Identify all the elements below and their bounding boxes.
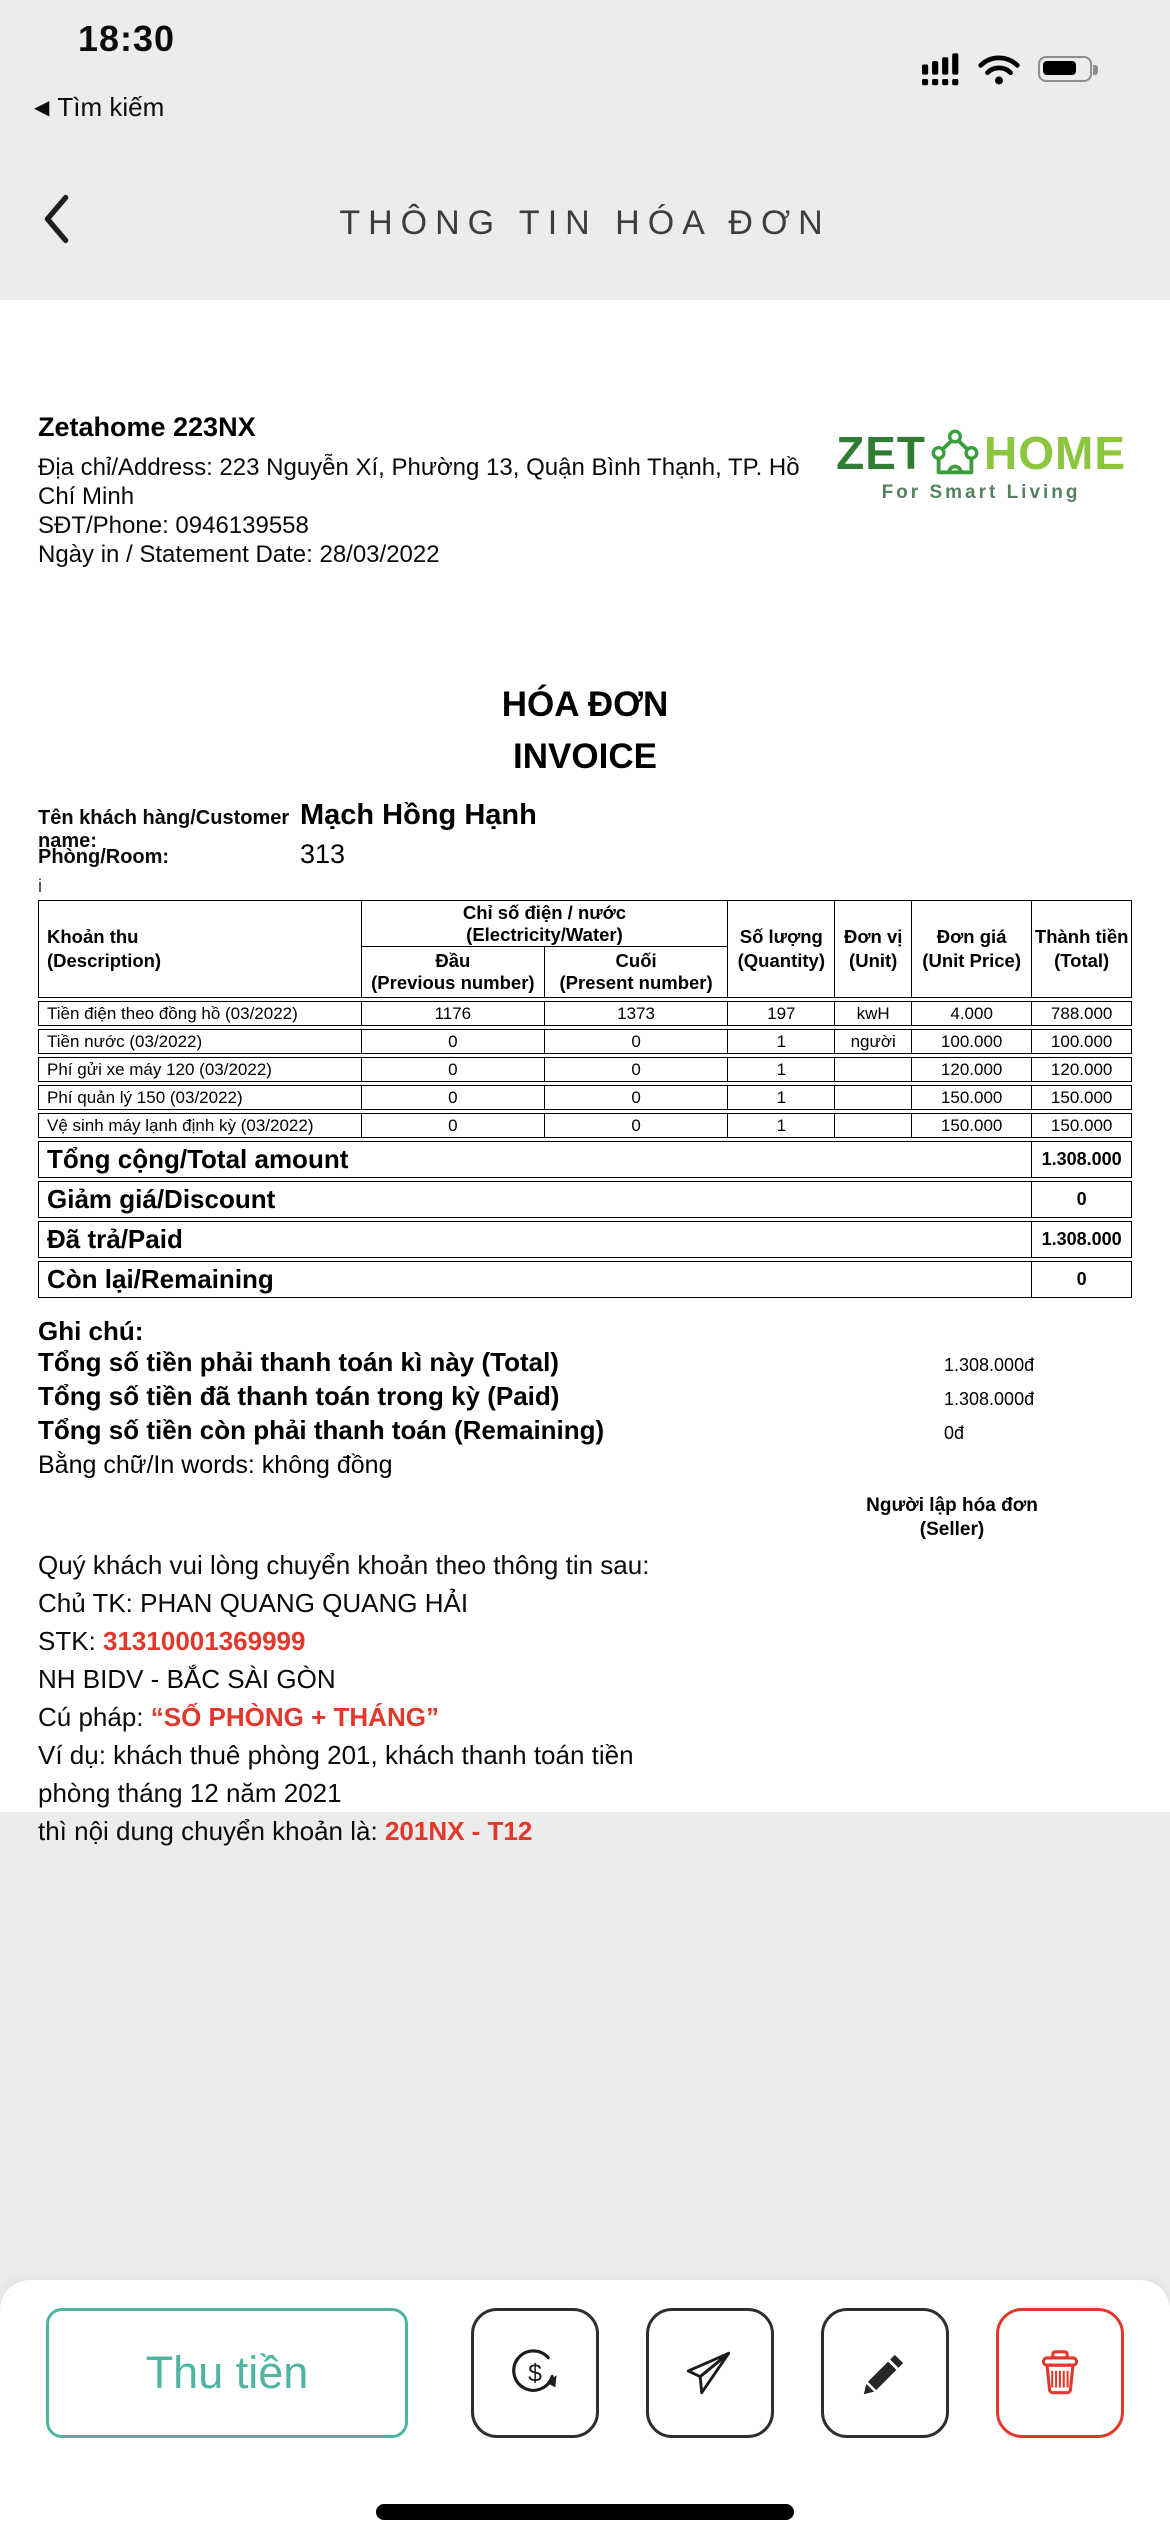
example-line-1: Ví dụ: khách thuê phòng 201, khách thanh toán tiền (38, 1740, 634, 1770)
svg-text:$: $ (528, 2360, 542, 2388)
note-line-total: Tổng số tiền phải thanh toán kì này (Total) 1.308.000đ (38, 1347, 1035, 1377)
invoice-table (38, 897, 1132, 1301)
notes-section (38, 1315, 1132, 1482)
paper-plane-icon (681, 2344, 739, 2402)
delete-invoice-button[interactable] (996, 2308, 1124, 2438)
company-phone: SĐT/Phone: 0946139558 (38, 512, 309, 539)
bottom-action-panel (0, 2280, 1170, 2532)
customer-room-value: 313 (300, 839, 346, 869)
example-line-3: thì nội dung chuyển khoản là: 201NX - T12 (38, 1816, 533, 1846)
page-title: THÔNG TIN HÓA ĐƠN (339, 204, 831, 242)
battery-icon (1038, 56, 1092, 82)
note-line-remaining: Tổng số tiền còn phải thanh toán (Remaining) 0đ (38, 1415, 965, 1445)
logo-text-zet: ZET (836, 427, 926, 479)
logo-tagline: For Smart Living (881, 482, 1081, 503)
zetahome-logo (836, 426, 1126, 504)
icon-buttons (471, 2308, 1124, 2438)
summary-row-paid: Đã trả/Paid 1.308.000 (38, 1221, 1132, 1258)
summary-row-total: Tổng cộng/Total amount 1.308.000 (38, 1141, 1132, 1178)
home-indicator[interactable] (376, 2504, 794, 2520)
table-row: Phí gửi xe máy 120 (03/2022) 0 0 1 120.000 120.000 (38, 1057, 1132, 1082)
customer-name-row (38, 799, 1132, 852)
back-to-app-link[interactable] (34, 92, 164, 123)
account-number-line: STK: 31310001369999 (38, 1626, 306, 1656)
invoice-title-en: INVOICE (513, 737, 657, 776)
transfer-content-example: 201NX - T12 (384, 1816, 533, 1846)
company-name: Zetahome 223NX (38, 412, 256, 442)
table-row: Tiền nước (03/2022) 0 0 1 người 100.000 100.000 (38, 1029, 1132, 1054)
back-app-label: Tìm kiếm (57, 92, 165, 122)
pencil-icon (856, 2344, 914, 2402)
clock: 18:30 (78, 18, 176, 59)
collect-money-button[interactable]: Thu tiền (46, 2308, 408, 2438)
account-holder: Chủ TK: PHAN QUANG QUANG HẢI (38, 1588, 469, 1618)
company-info (38, 412, 836, 569)
company-header (38, 412, 1132, 569)
house-nodes-icon (926, 426, 984, 480)
refresh-dollar-icon (506, 2344, 564, 2402)
invoice-title (38, 679, 1132, 783)
stray-character: i (38, 876, 42, 896)
col-header-present: Cuối (Present number) (559, 950, 713, 993)
invoice-title-vi: HÓA ĐƠN (501, 685, 669, 724)
table-row: Phí quản lý 150 (03/2022) 0 0 1 150.000 150.000 (38, 1085, 1132, 1110)
statement-date: Ngày in / Statement Date: 28/03/2022 (38, 541, 440, 568)
customer-block (38, 799, 1132, 895)
trash-icon (1031, 2344, 1089, 2402)
refund-refresh-button[interactable] (471, 2308, 599, 2438)
note-line-paid: Tổng số tiền đã thanh toán trong kỳ (Paid) 1.308.000đ (38, 1381, 1035, 1411)
table-header-row (38, 900, 1132, 998)
col-header-quantity: Số lượng (Quantity) (727, 900, 834, 998)
back-triangle-icon: ◀ (34, 97, 50, 119)
col-header-unit-price: Đơn giá (Unit Price) (911, 900, 1031, 998)
col-header-unit: Đơn vị (Unit) (834, 900, 911, 998)
edit-invoice-button[interactable] (821, 2308, 949, 2438)
customer-name-value: Mạch Hồng Hạnh (300, 799, 537, 831)
status-bar (0, 0, 1170, 160)
status-icons (922, 52, 1092, 86)
table-row: Vệ sinh máy lạnh định kỳ (03/2022) 0 0 1 150.000 150.000 (38, 1113, 1132, 1138)
col-header-meter-group: Chỉ số điện / nước (Electricity/Water) Đầu (Previous number) Cuối (Present number) (361, 900, 727, 998)
table-row: Tiền điện theo đồng hồ (03/2022) 1176 1373 197 kwH 4.000 788.000 (38, 1001, 1132, 1026)
cellular-signal-icon (922, 52, 960, 86)
transfer-syntax-line: Cú pháp: “SỐ PHÒNG + THÁNG” (38, 1702, 439, 1732)
col-header-previous: Đầu (Previous number) (362, 947, 545, 997)
col-header-description: Khoản thu (Description) (38, 900, 361, 998)
wifi-icon (976, 52, 1022, 86)
invoice-document (0, 300, 1170, 1846)
payment-intro: Quý khách vui lòng chuyển khoản theo thông tin sau: (38, 1550, 650, 1580)
customer-room-label: Phòng/Room: (38, 846, 170, 868)
notes-title: Ghi chú: (38, 1316, 144, 1346)
summary-row-discount: Giảm giá/Discount 0 (38, 1181, 1132, 1218)
logo-text-home: HOME (984, 427, 1126, 479)
example-line-2: phòng tháng 12 năm 2021 (38, 1778, 342, 1808)
actions-row (0, 2280, 1170, 2438)
customer-name-label: Tên khách hàng/Customer name: (38, 807, 290, 852)
nav-bar (0, 160, 1170, 300)
col-header-total: Thành tiền (Total) (1031, 900, 1132, 998)
summary-row-remaining: Còn lại/Remaining 0 (38, 1261, 1132, 1298)
company-address: Địa chỉ/Address: 223 Nguyễn Xí, Phường 13, Quận Bình Thạnh, TP. Hồ Chí Minh (38, 454, 800, 510)
amount-in-words: Bằng chữ/In words: không đồng (38, 1451, 393, 1479)
bank-name: NH BIDV - BẮC SÀI GÒN (38, 1664, 336, 1694)
seller-signature-block: Người lập hóa đơn (Seller) (866, 1495, 1038, 1540)
transfer-syntax: “SỐ PHÒNG + THÁNG” (150, 1702, 439, 1732)
send-invoice-button[interactable] (646, 2308, 774, 2438)
payment-instructions (38, 1546, 1132, 1850)
account-number: 31310001369999 (103, 1626, 306, 1656)
